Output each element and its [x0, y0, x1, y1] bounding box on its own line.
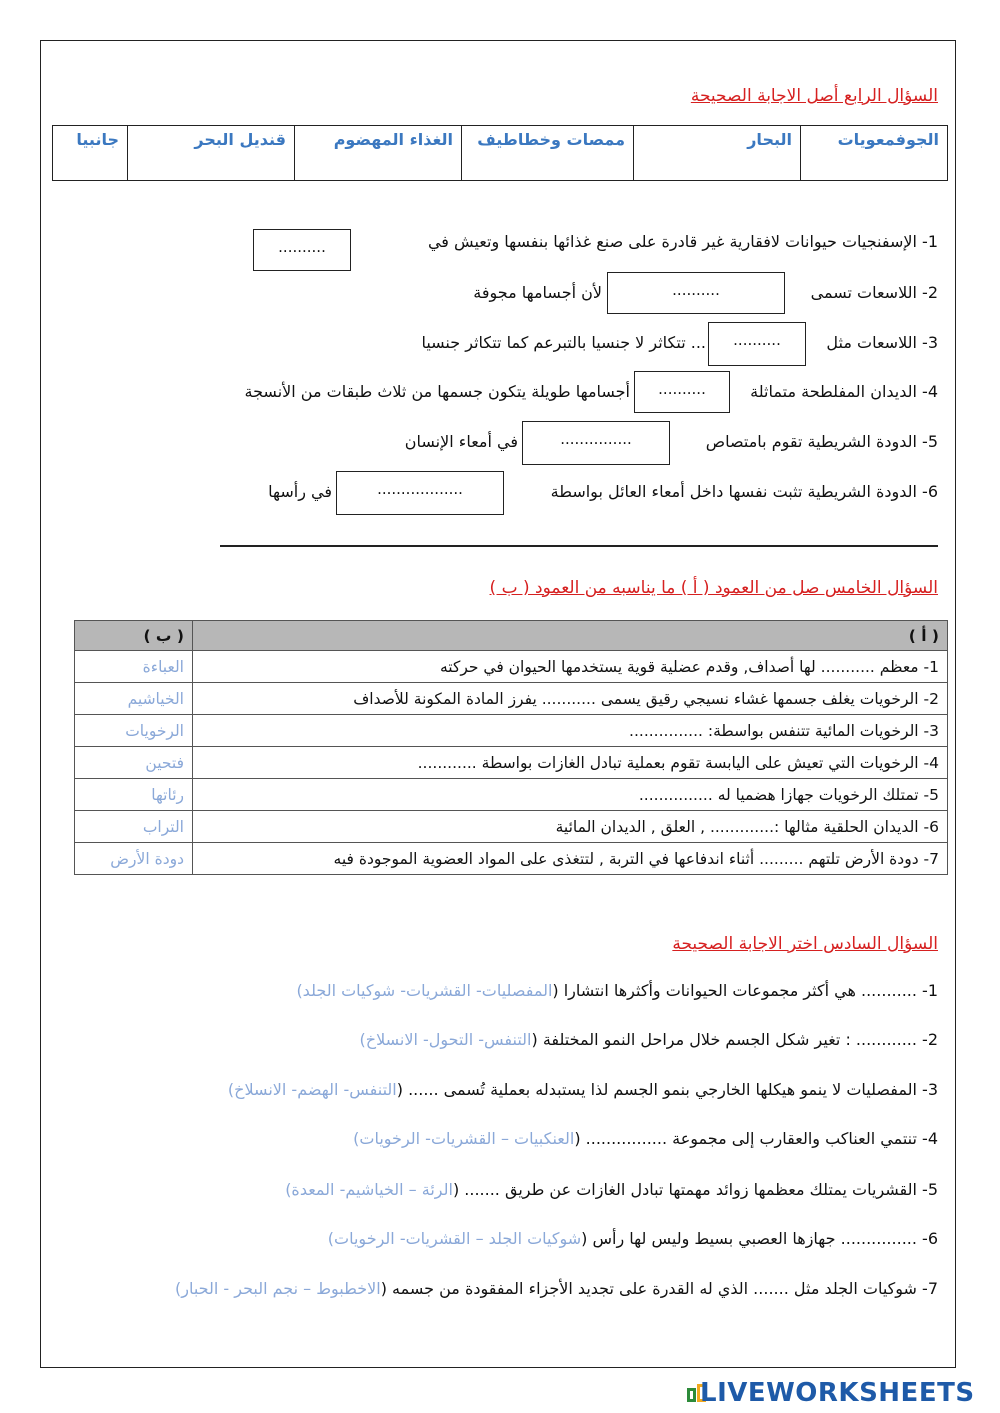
word-bank-item[interactable]: جانبيا [53, 126, 128, 181]
q4-item-5-text: 5- الدودة الشريطية تقوم بامتصاص [705, 432, 938, 451]
word-bank-item[interactable]: الجوفمعويات [801, 126, 948, 181]
q4-item-5-tail: في أمعاء الإنسان [404, 432, 518, 451]
q4-answer-box-5[interactable]: ............... [522, 421, 670, 465]
matching-table [74, 620, 948, 875]
table-row [75, 683, 948, 715]
q6-item-text: 1- ........... هي أكثر مجموعات الحيوانات وأكثرها انتشارا ( [552, 981, 938, 1000]
word-bank [52, 125, 948, 181]
word-bank-item[interactable]: قنديل البحر [128, 126, 295, 181]
table-row [75, 651, 948, 683]
q6-options[interactable]: الاخطبوط – نجم البحر - الحبار) [174, 1279, 381, 1298]
q6-options[interactable]: التنفس- الهضم- الانسلاخ) [227, 1080, 397, 1099]
col-b-header: ( ب ) [75, 621, 193, 651]
q4-answer-box-1[interactable]: .......... [253, 229, 351, 271]
section-divider [220, 545, 938, 547]
q4-item-6-text: 6- الدودة الشريطية تثبت نفسها داخل أمعاء العائل بواسطة [550, 482, 938, 501]
col-b-cell[interactable]: رئاتها [75, 779, 193, 811]
col-b-cell[interactable]: التراب [75, 811, 193, 843]
matching-header-row [75, 621, 948, 651]
q5-heading: السؤال الخامس صل من العمود ( أ ) ما يناسبه من العمود ( ب ) [489, 578, 938, 598]
col-b-cell[interactable]: الخياشيم [75, 683, 193, 715]
q6-item-4 [353, 1129, 938, 1148]
q6-item-2 [360, 1030, 938, 1049]
col-a-cell: 7- دودة الأرض تلتهم ......... أثناء اندفاعها في التربة , لتتغذى على المواد العضوية الموجودة فيه [193, 843, 948, 875]
q4-item-4-text: 4- الديدان المفلطحة متماثلة [750, 382, 938, 401]
col-a-cell: 5- تمتلك الرخويات جهازا هضميا له ............... [193, 779, 948, 811]
q6-item-7 [175, 1279, 938, 1298]
col-a-cell: 2- الرخويات يغلف جسمها غشاء نسيجي رقيق يسمى ........... يفرز المادة المكونة للأصداف [193, 683, 948, 715]
q6-options[interactable]: المفصليات- القشريات- شوكيات الجلد) [296, 981, 553, 1000]
q4-item-2-tail: لأن أجسامها مجوفة [473, 283, 602, 302]
q6-options[interactable]: التنفس- التحول- الانسلاخ) [359, 1030, 532, 1049]
q6-item-text: 4- تنتمي العناكب والعقارب إلى مجموعة ................ ( [574, 1129, 938, 1148]
q4-item-4-tail: أجسامها طويلة يتكون جسمها من ثلاث طبقات من الأنسجة [244, 382, 630, 401]
col-b-cell[interactable]: دودة الأرض [75, 843, 193, 875]
q6-item-text: 5- القشريات يمتلك معظمها زوائد مهمتها تبادل الغازات عن طريق ....... ( [452, 1180, 938, 1199]
col-a-cell: 1- معظم ........... لها أصداف, وقدم عضلية قوية يستخدمها الحيوان في حركته [193, 651, 948, 683]
q6-item-text: 6- ............... جهازها العصبي بسيط وليس لها رأس ( [581, 1229, 938, 1248]
q6-item-1 [296, 981, 938, 1000]
q6-item-text: 3- المفصليات لا ينمو هيكلها الخارجي بنمو الجسم لذا يستبدله بعملية تُسمى ...... ( [396, 1080, 938, 1099]
q6-item-3 [228, 1080, 938, 1099]
q4-answer-box-4[interactable]: .......... [634, 371, 730, 413]
col-b-cell[interactable]: العباءة [75, 651, 193, 683]
word-bank-item[interactable]: الغذاء المهضوم [295, 126, 462, 181]
q4-answer-box-2[interactable]: .......... [607, 272, 785, 314]
q6-item-text: 7- شوكيات الجلد مثل ....... الذي له القدرة على تجديد الأجزاء المفقودة من جسمه ( [380, 1279, 938, 1298]
table-row [75, 747, 948, 779]
q6-item-5 [285, 1180, 938, 1199]
word-bank-item[interactable]: ممصات وخطاطيف [462, 126, 634, 181]
q4-item-1-text: 1- الإسفنجيات حيوانات لافقارية غير قادرة على صنع غذائها بنفسها وتعيش في [427, 232, 938, 251]
q4-answer-box-6[interactable]: .................. [336, 471, 504, 515]
table-row [75, 715, 948, 747]
q4-item-2-text: 2- اللاسعات تسمى [810, 283, 938, 302]
table-row [75, 811, 948, 843]
col-b-cell[interactable]: الرخويات [75, 715, 193, 747]
q6-options[interactable]: الرئة – الخياشيم- المعدة) [285, 1180, 453, 1199]
col-a-cell: 4- الرخويات التي تعيش على اليابسة تقوم بعملية تبادل الغازات بواسطة ............ [193, 747, 948, 779]
q4-item-3-text: 3- اللاسعات مثل [826, 333, 938, 352]
q4-item-3-tail: ... تتكاثر لا جنسيا بالتبرعم كما تتكاثر جنسيا [421, 333, 706, 352]
q4-answer-box-3[interactable]: .......... [708, 322, 806, 366]
q6-heading: السؤال السادس اختر الاجابة الصحيحة [672, 934, 938, 954]
col-b-cell[interactable]: فتحين [75, 747, 193, 779]
q6-options[interactable]: شوكيات الجلد – القشريات- الرخويات) [327, 1229, 582, 1248]
col-a-cell: 6- الديدان الحلقية مثالها :............. , العلق , الديدان المائية [193, 811, 948, 843]
table-row [75, 843, 948, 875]
q4-heading: السؤال الرابع أصل الاجابة الصحيحة [690, 86, 938, 106]
q6-options[interactable]: العنكبيات – القشريات- الرخويات) [353, 1129, 575, 1148]
liveworksheets-logo: LIVEWORKSHEETS [700, 1378, 975, 1408]
table-row [75, 779, 948, 811]
q6-item-6 [328, 1229, 938, 1248]
col-a-cell: 3- الرخويات المائية تتنفس بواسطة: ............... [193, 715, 948, 747]
q6-item-text: 2- ............ : تغير شكل الجسم خلال مراحل النمو المختلفة ( [531, 1030, 938, 1049]
q4-item-6-tail: في رأسها [268, 482, 332, 501]
word-bank-item[interactable]: البحار [634, 126, 801, 181]
col-a-header: ( أ ) [193, 621, 948, 651]
